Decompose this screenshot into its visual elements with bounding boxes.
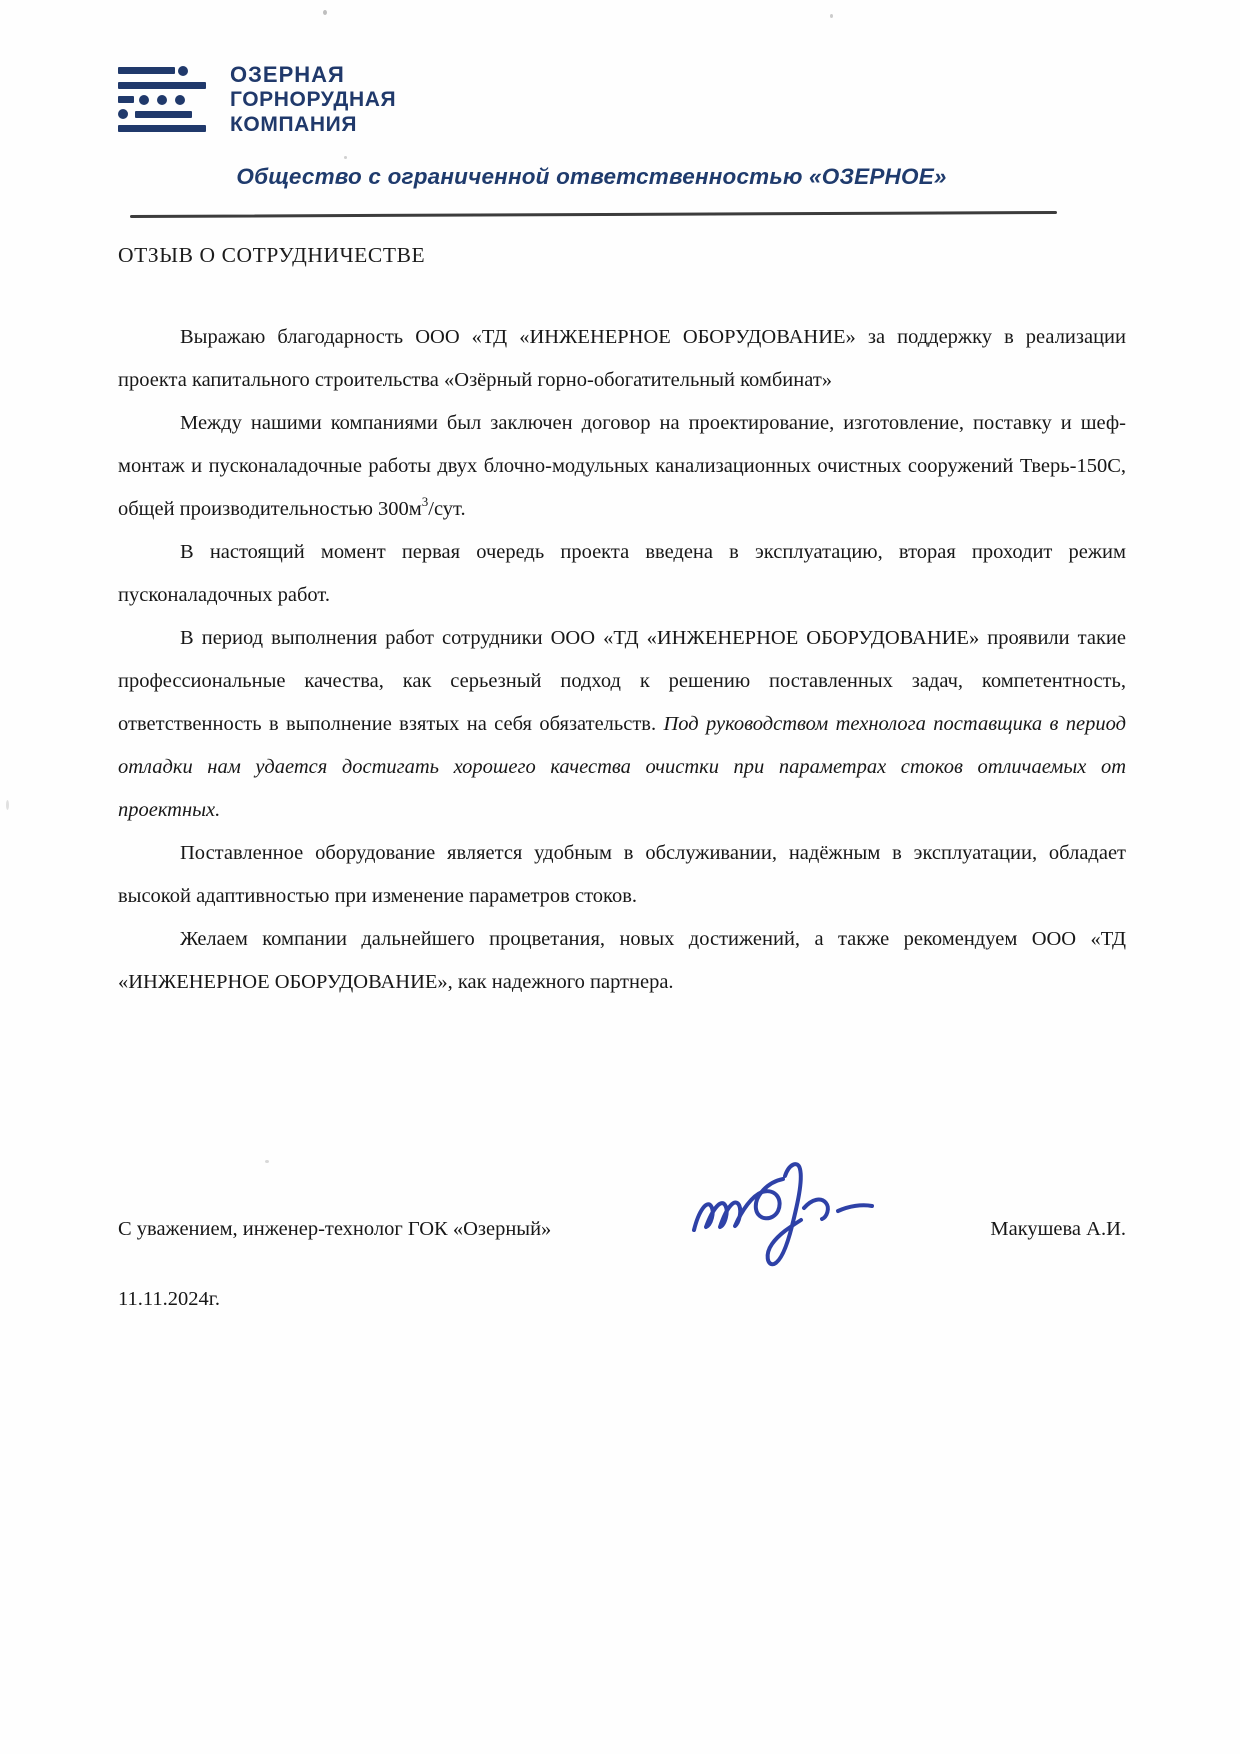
scan-speck: [6, 800, 9, 810]
paragraph-text: /сут.: [428, 498, 466, 520]
paragraph-text: Выражаю благодарность ООО «ТД «ИНЖЕНЕРНОЕ ОБОРУДОВАНИЕ» за поддержку в реализации проекта капитального строительства «Озёрный горно-обогатительный комбинат»: [118, 326, 1126, 391]
paragraph-text: Желаем компании дальнейшего процветания, новых достижений, а также рекомендуем ООО «ТД «ИНЖЕНЕРНОЕ ОБОРУДОВАНИЕ», как надежного партнера.: [118, 928, 1126, 993]
logo-mark-row: [118, 66, 206, 76]
morse-bars-dots-logo-icon: [118, 66, 206, 134]
paragraph-recommendation: [118, 918, 1126, 1004]
logo-text-line1: ОЗЕРНАЯ: [230, 62, 345, 87]
scan-speck: [830, 14, 833, 18]
paragraph-gratitude: [118, 316, 1126, 402]
logo-text-line3: КОМПАНИЯ: [230, 113, 358, 136]
paragraph-equipment: [118, 832, 1126, 918]
letter-date: 11.11.2024г.: [118, 1288, 220, 1310]
logo-mark-row: [118, 124, 206, 134]
company-logo: [118, 62, 396, 137]
paragraph-qualities: [118, 617, 1126, 832]
paragraph-contract: [118, 402, 1126, 531]
document-heading: ОТЗЫВ О СОТРУДНИЧЕСТВЕ: [118, 243, 426, 267]
paragraph-text: Между нашими компаниями был заключен договор на проектирование, изготовление, поставку и шеф-монтаж и пусконаладочные работы двух блочно-модульных канализационных очистных сооружений Тверь-150С, общей производительностью 300м: [118, 412, 1126, 520]
signatory-name: Макушева А.И.: [990, 1218, 1126, 1240]
signature-block: [118, 1218, 1126, 1241]
logo-mark-row: [118, 95, 206, 105]
paragraph-text: В период выполнения работ сотрудники ООО «ТД «ИНЖЕНЕРНОЕ ОБОРУДОВАНИЕ» проявили такие профессиональные качества, как серьезный подход к решению поставленных задач, компетентность, ответственность в выполнение взятых на себя обязательств.: [118, 627, 1126, 735]
paragraph-text-italic: Под руководством технолога поставщика в период отладки нам удается достигать хорошего качества очистки при параметрах стоков отличаемых от проектных.: [118, 713, 1127, 821]
paragraph-text: В настоящий момент первая очередь проекта введена в эксплуатацию, вторая проходит режим пусконаладочных работ.: [118, 541, 1126, 606]
organization-title: Общество с ограниченной ответственностью «ОЗЕРНОЕ»: [236, 164, 947, 189]
paragraph-text: Поставленное оборудование является удобным в обслуживании, надёжным в эксплуатации, обладает высокой адаптивностью при изменение параметров стоков.: [118, 842, 1126, 907]
paragraph-project-status: [118, 531, 1126, 617]
letter-body: [118, 316, 1126, 1004]
header-divider-line: [130, 211, 1057, 218]
superscript-cubic-meter: 3: [421, 494, 429, 509]
scan-speck: [265, 1160, 269, 1163]
signature-closing-text: С уважением, инженер-технолог ГОК «Озерный»: [118, 1218, 552, 1240]
logo-mark-row: [118, 109, 206, 119]
logo-mark-row: [118, 80, 206, 90]
scan-speck: [323, 10, 327, 15]
handwritten-signature-icon: [686, 1148, 924, 1272]
company-logo-text: [230, 62, 396, 137]
scan-speck: [344, 156, 347, 159]
logo-text-line2: ГОРНОРУДНАЯ: [230, 88, 397, 111]
